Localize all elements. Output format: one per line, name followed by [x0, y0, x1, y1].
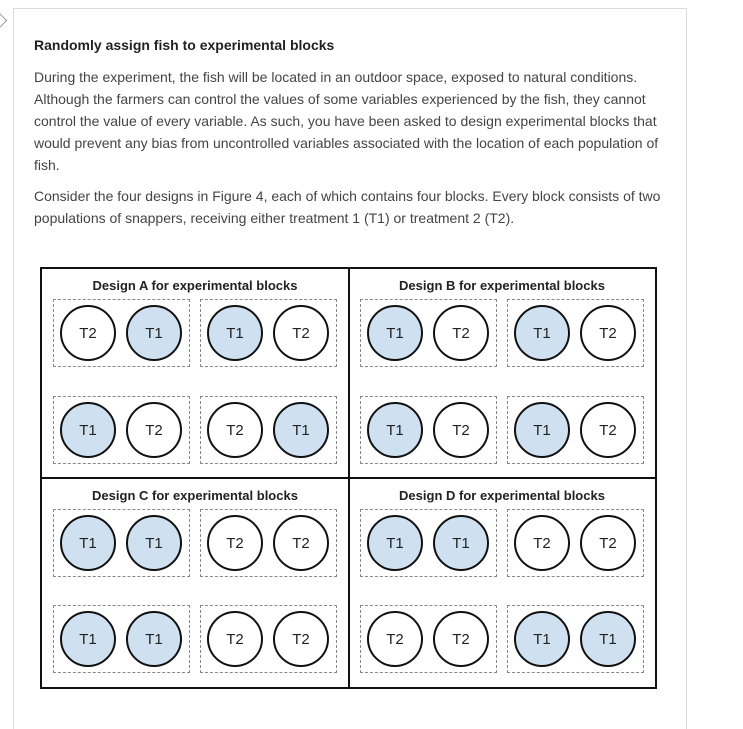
intro-paragraph: During the experiment, the fish will be located in an outdoor space, exposed to natural conditions. Although the farmers can control the values of some variables experienced by the fish, they cannot control the value of every variable. As such, you have been asked to design experimental blocks that would prevent any bias from uncontrolled variables associated with the location of each population of fish.: [34, 69, 659, 173]
section-title: Randomly assign fish to experimental blocks: [34, 37, 335, 53]
population-circle: T2: [433, 611, 489, 667]
population-circle: T1: [514, 611, 570, 667]
design-b-block-4: [507, 396, 644, 464]
design-a-block-2: [200, 299, 337, 367]
design-b-block-1: [360, 299, 497, 367]
design-a-title: Design A for experimental blocks: [92, 278, 298, 293]
figure-4: [40, 267, 657, 689]
design-b-title: Design B for experimental blocks: [399, 278, 605, 293]
design-d-block-4: [507, 605, 644, 673]
design-a-block-1: [53, 299, 190, 367]
population-circle: T1: [514, 305, 570, 361]
design-d-title: Design D for experimental blocks: [399, 488, 605, 503]
design-d-block-3: [360, 605, 497, 673]
design-d-block-1: [360, 509, 497, 577]
population-circle: T2: [273, 611, 329, 667]
population-circle: T2: [580, 305, 636, 361]
design-c-block-1: [53, 509, 190, 577]
population-circle: T1: [60, 402, 116, 458]
population-circle: T2: [580, 402, 636, 458]
population-circle: T2: [273, 305, 329, 361]
design-b-block-2: [507, 299, 644, 367]
design-a-block-4: [200, 396, 337, 464]
population-circle: T2: [126, 402, 182, 458]
population-circle: T1: [367, 305, 423, 361]
population-circle: T2: [207, 611, 263, 667]
population-circle: T2: [273, 515, 329, 571]
chevron-right-icon[interactable]: [0, 13, 7, 29]
design-a-block-3: [53, 396, 190, 464]
population-circle: T2: [580, 515, 636, 571]
design-b-block-3: [360, 396, 497, 464]
population-circle: T1: [580, 611, 636, 667]
population-circle: T2: [207, 515, 263, 571]
design-d-block-2: [507, 509, 644, 577]
population-circle: T2: [514, 515, 570, 571]
population-circle: T2: [367, 611, 423, 667]
population-circle: T1: [126, 515, 182, 571]
population-circle: T1: [367, 402, 423, 458]
population-circle: T1: [126, 305, 182, 361]
design-c-block-3: [53, 605, 190, 673]
figure-description: Consider the four designs in Figure 4, each of which contains four blocks. Every block consists of two populations of snappers, receiving either treatment 1 (T1) or treatment 2 (T2).: [34, 188, 661, 226]
population-circle: T1: [126, 611, 182, 667]
population-circle: T1: [273, 402, 329, 458]
population-circle: T1: [207, 305, 263, 361]
population-circle: T1: [367, 515, 423, 571]
population-circle: T1: [60, 611, 116, 667]
population-circle: T1: [433, 515, 489, 571]
population-circle: T2: [60, 305, 116, 361]
population-circle: T2: [433, 305, 489, 361]
design-c-block-2: [200, 509, 337, 577]
figure-divider-horizontal: [42, 477, 655, 479]
design-c-block-4: [200, 605, 337, 673]
population-circle: T1: [514, 402, 570, 458]
population-circle: T2: [207, 402, 263, 458]
population-circle: T1: [60, 515, 116, 571]
population-circle: T2: [433, 402, 489, 458]
design-c-title: Design C for experimental blocks: [92, 488, 298, 503]
